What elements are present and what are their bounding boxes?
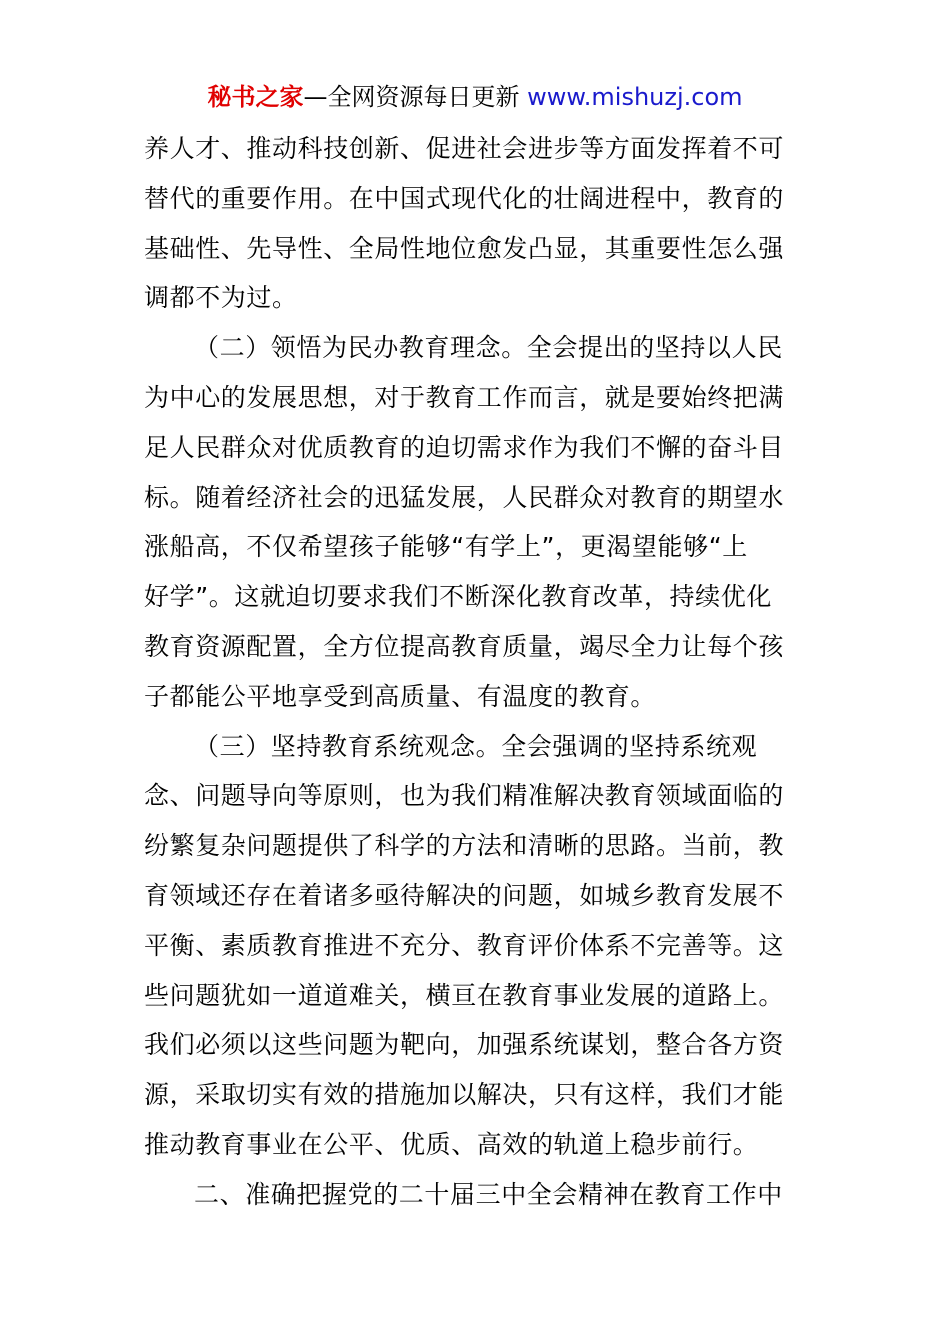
- text-line: 调都不为过。: [144, 283, 298, 313]
- brand-name: 秘书之家: [207, 83, 304, 111]
- site-header: [0, 80, 950, 114]
- section-heading-3: （三）坚持教育系统观念。全会强调的坚持系统观: [194, 731, 758, 761]
- document-body: [144, 124, 806, 1220]
- text-line: 标。随着经济社会的迅猛发展，人民群众对教育的期望水: [144, 482, 785, 512]
- text-line: 养人才、推动科技创新、促进社会进步等方面发挥着不可: [144, 134, 785, 163]
- part-heading-2: 二、准确把握党的二十届三中全会精神在教育工作中: [194, 1179, 783, 1209]
- header-tagline: —全网资源每日更新: [303, 83, 528, 111]
- text-line: 足人民群众对优质教育的迫切需求作为我们不懈的奋斗目: [144, 432, 785, 462]
- text-line: 念、问题导向等原则，也为我们精准解决教育领域面临的: [144, 781, 785, 811]
- text-line: 基础性、先导性、全局性地位愈发凸显，其重要性怎么强: [144, 233, 785, 263]
- text-line: 些问题犹如一道道难关，横亘在教育事业发展的道路上。: [144, 980, 785, 1010]
- text-line: 推动教育事业在公平、优质、高效的轨道上稳步前行。: [144, 1129, 759, 1159]
- text-line: 我们必须以这些问题为靶向，加强系统谋划，整合各方资: [144, 1030, 785, 1060]
- text-line: 为中心的发展思想，对于教育工作而言，就是要始终把满: [144, 382, 785, 412]
- site-url-link[interactable]: www.mishuzj.com: [527, 83, 743, 111]
- section-heading-2: （二）领悟为民办教育理念。全会提出的坚持以人民: [194, 333, 783, 363]
- text-line: 育领域还存在着诸多亟待解决的问题，如城乡教育发展不: [144, 880, 785, 910]
- text-line: 替代的重要作用。在中国式现代化的壮阔进程中，教育的: [144, 183, 785, 213]
- text-line: 教育资源配置，全方位提高教育质量，竭尽全力让每个孩: [144, 631, 785, 661]
- text-line: 平衡、素质教育推进不充分、教育评价体系不完善等。这: [144, 930, 785, 960]
- text-line: 源，采取切实有效的措施加以解决，只有这样，我们才能: [144, 1080, 785, 1110]
- text-line: 涨船高，不仅希望孩子能够“有学上”，更渴望能够“上: [144, 532, 748, 562]
- text-line: 纷繁复杂问题提供了科学的方法和清晰的思路。当前，教: [144, 831, 785, 861]
- text-line: 好学”。这就迫切要求我们不断深化教育改革，持续优化: [144, 582, 772, 612]
- text-line: 子都能公平地享受到高质量、有温度的教育。: [144, 681, 657, 711]
